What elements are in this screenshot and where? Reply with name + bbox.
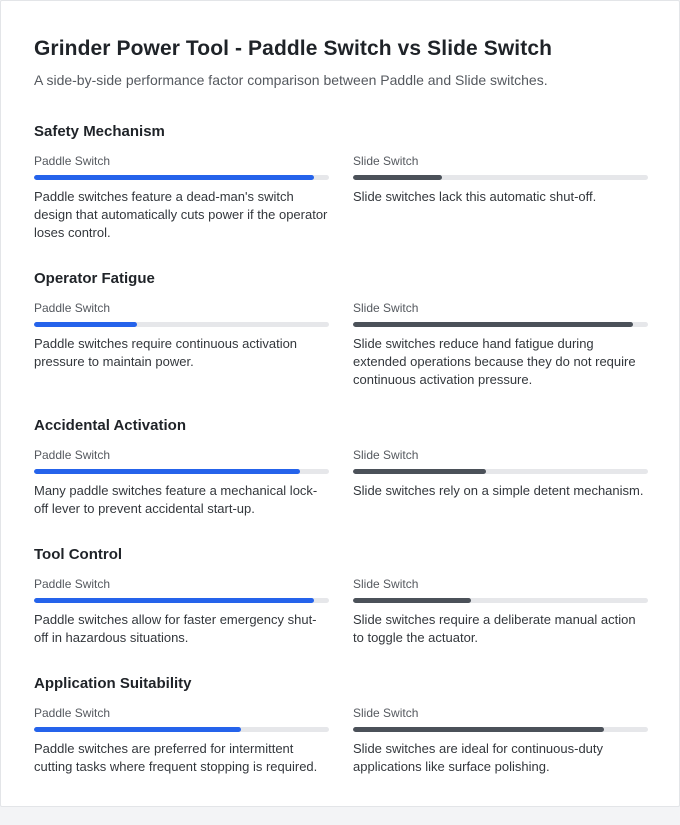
paddle-score-bar — [34, 469, 329, 474]
paddle-label: Paddle Switch — [34, 577, 111, 591]
paddle-description: Paddle switches require continuous activation pressure to maintain power. — [34, 336, 298, 369]
paddle-score-fill — [34, 727, 241, 732]
slide-column — [353, 153, 648, 206]
paddle-score-fill — [34, 175, 314, 180]
slide-score-fill — [353, 727, 604, 732]
paddle-description: Paddle switches allow for faster emergency shut-off in hazardous situations. — [34, 612, 317, 645]
slide-score-bar — [353, 175, 648, 180]
paddle-description: Paddle switches are preferred for intermittent cutting tasks where frequent stopping is required. — [34, 741, 318, 774]
slide-column — [353, 300, 648, 389]
slide-label: Slide Switch — [353, 706, 419, 720]
slide-score-bar — [353, 469, 648, 474]
slide-label: Slide Switch — [353, 448, 419, 462]
slide-column — [353, 705, 648, 776]
paddle-score-bar — [34, 727, 329, 732]
slide-label: Slide Switch — [353, 577, 419, 591]
slide-label: Slide Switch — [353, 301, 419, 315]
paddle-label: Paddle Switch — [34, 706, 111, 720]
slide-score-bar — [353, 598, 648, 603]
paddle-column — [34, 300, 329, 371]
factor-title: Application Suitability — [34, 675, 192, 692]
factor-title: Safety Mechanism — [34, 123, 165, 140]
slide-column — [353, 576, 648, 647]
paddle-description: Paddle switches feature a dead-man's switch design that automatically cuts power if the operator loses control. — [34, 189, 328, 240]
paddle-score-bar — [34, 322, 329, 327]
paddle-label: Paddle Switch — [34, 154, 111, 168]
slide-score-fill — [353, 469, 486, 474]
slide-column — [353, 447, 648, 500]
page-subtitle: A side-by-side performance factor comparison between Paddle and Slide switches. — [34, 72, 548, 88]
paddle-column — [34, 576, 329, 647]
paddle-score-bar — [34, 175, 329, 180]
slide-description: Slide switches rely on a simple detent mechanism. — [353, 483, 644, 498]
factor-section-operator-fatigue — [34, 269, 649, 420]
paddle-column — [34, 447, 329, 518]
factor-title: Tool Control — [34, 546, 123, 563]
slide-description: Slide switches lack this automatic shut-off. — [353, 189, 597, 204]
slide-description: Slide switches are ideal for continuous-duty applications like surface polishing. — [353, 741, 604, 774]
factor-title: Operator Fatigue — [34, 270, 155, 287]
paddle-label: Paddle Switch — [34, 448, 111, 462]
slide-description: Slide switches reduce hand fatigue during extended operations because they do not require continuous activation pressure. — [353, 336, 636, 387]
paddle-score-fill — [34, 469, 300, 474]
paddle-score-fill — [34, 322, 137, 327]
paddle-score-fill — [34, 598, 314, 603]
paddle-label: Paddle Switch — [34, 301, 111, 315]
slide-label: Slide Switch — [353, 154, 419, 168]
slide-description: Slide switches require a deliberate manual action to toggle the actuator. — [353, 612, 636, 645]
factor-section-safety-mechanism — [34, 122, 649, 273]
factor-title: Accidental Activation — [34, 417, 186, 434]
slide-score-fill — [353, 175, 442, 180]
page-title: Grinder Power Tool - Paddle Switch vs Slide Switch — [34, 37, 553, 60]
slide-score-fill — [353, 322, 633, 327]
paddle-score-bar — [34, 598, 329, 603]
paddle-description: Many paddle switches feature a mechanical lock-off lever to prevent accidental start-up. — [34, 483, 318, 516]
slide-score-bar — [353, 727, 648, 732]
factor-section-application-suitability — [34, 674, 649, 825]
slide-score-fill — [353, 598, 471, 603]
slide-score-bar — [353, 322, 648, 327]
paddle-column — [34, 705, 329, 776]
paddle-column — [34, 153, 329, 242]
